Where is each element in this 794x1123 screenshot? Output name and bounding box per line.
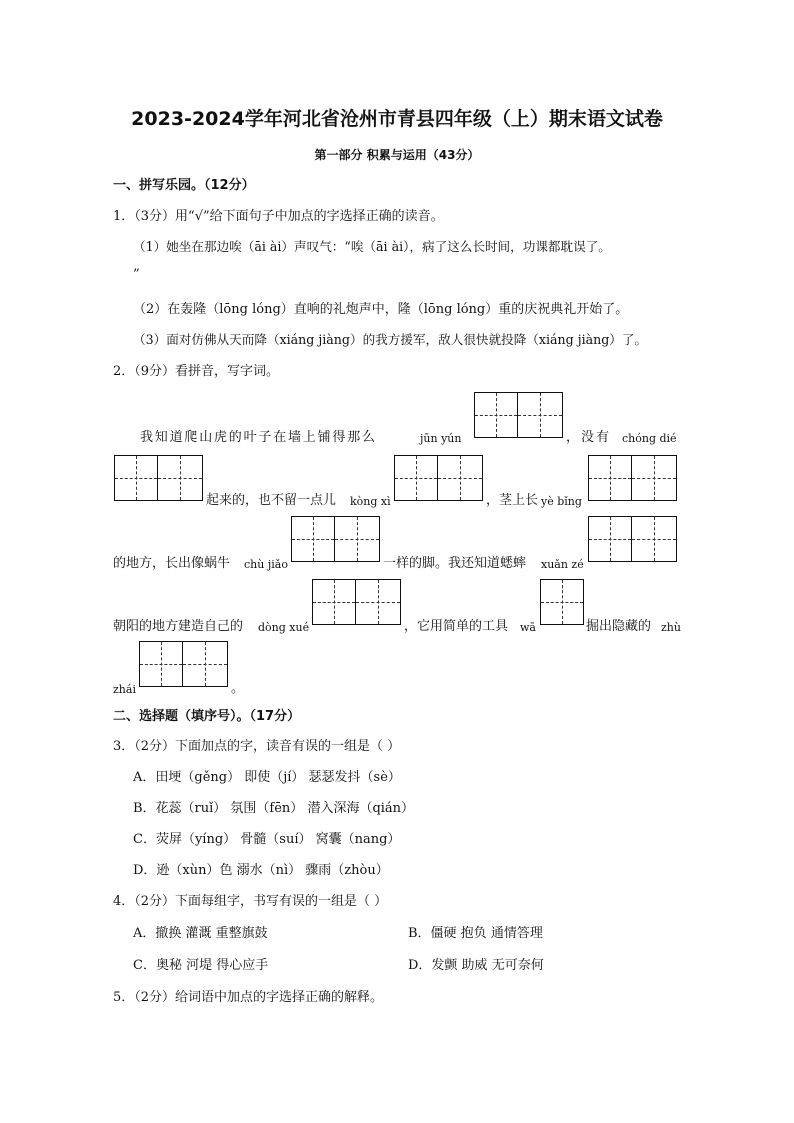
q2-pinyin-wa: wā (520, 621, 536, 634)
q1-stem: 1．（3分）用“√”给下面句子中加点的字选择正确的读音。 (113, 209, 444, 224)
q2-pinyin-kongxi: kòng xì (350, 495, 391, 508)
answer-grid-kongxi[interactable] (394, 455, 483, 501)
grid-cell[interactable] (632, 455, 677, 501)
q2-line5-end: 。 (231, 681, 245, 696)
q2-pinyin-zhai: zhái (113, 683, 136, 696)
q2-line3-text: 的地方，长出像蜗牛 (113, 556, 231, 571)
q2-line2-text: 起来的，也不留一点儿 (206, 493, 337, 508)
answer-grid-yebing[interactable] (588, 455, 677, 501)
q2-pinyin-zhu: zhù (661, 621, 681, 634)
q2-line1-text: 我知道爬山虎的叶子在墙上铺得那么 (140, 430, 377, 445)
q4-option-b: B．僵硬 抱负 通情答理 (408, 926, 543, 941)
grid-cell[interactable] (588, 455, 632, 501)
grid-cell[interactable] (158, 455, 203, 501)
exam-title: 2023-2024学年河北省沧州市青县四年级（上）期末语文试卷 (131, 108, 663, 130)
answer-grid-zhuzhai[interactable] (139, 641, 228, 687)
q5-stem: 5．（2分）给词语中加点的字选择正确的解释。 (113, 990, 384, 1005)
grid-cell[interactable] (139, 641, 183, 687)
q2-pinyin-dongxue: dòng xué (258, 621, 310, 634)
q2-line2-text2: ，茎上长 (486, 493, 539, 508)
q2-pinyin-chongdie: chóng dié (622, 432, 677, 445)
q3-option-d: D．逊（xùn）色 溺水（nì） 骤雨（zhòu） (133, 863, 389, 878)
q2-pinyin-junyun: jūn yún (420, 432, 462, 445)
answer-grid-dongxue[interactable] (312, 579, 401, 625)
q3-option-c: C．荧屏（yíng） 骨髓（suí） 窝囊（nang） (133, 832, 401, 847)
grid-cell[interactable] (114, 455, 158, 501)
answer-grid-xuanze[interactable] (588, 516, 677, 562)
q1-sentence-1: （1）她坐在那边唉（āi ài）声叹气：“唉（āi ài），病了这么长时间，功课都耽误了。 (133, 239, 611, 254)
section-1-heading: 一、拼写乐园。（12分） (113, 178, 255, 193)
grid-cell[interactable] (438, 455, 483, 501)
section-2-heading: 二、选择题（填序号）。（17分） (113, 709, 301, 724)
q1-sentence-2: （2）在轰隆（lōng lóng）直响的礼炮声中，隆（lōng lóng）重的庆祝典礼开始了。 (133, 302, 629, 317)
q4-option-d: D．发颤 助威 无可奈何 (408, 958, 544, 973)
q4-option-a: A．撤换 灌溉 重整旗鼓 (133, 926, 268, 941)
grid-cell[interactable] (540, 579, 584, 625)
q2-line4-text2: ，它用简单的工具 (404, 619, 509, 634)
grid-cell[interactable] (632, 516, 677, 562)
answer-grid-chujiao[interactable] (291, 516, 380, 562)
q2-line4-text3: 掘出隐藏的 (586, 619, 652, 634)
grid-cell[interactable] (183, 641, 228, 687)
q3-option-a: A．田埂（gěng） 即使（jí） 瑟瑟发抖（sè） (133, 770, 401, 785)
q3-stem: 3．（2分）下面加点的字，读音有误的一组是（ ） (113, 739, 401, 754)
grid-cell[interactable] (518, 392, 563, 438)
part-subtitle: 第一部分 积累与运用（43分） (314, 148, 480, 162)
grid-cell[interactable] (312, 579, 356, 625)
grid-cell[interactable] (588, 516, 632, 562)
answer-grid-chongdie[interactable] (114, 455, 203, 501)
q2-line1-after: ，没有 (566, 430, 612, 445)
q1-sentence-3: （3）面对仿佛从天而降（xiáng jiàng）的我方援军，敌人很快就投降（xiáng jiàng）了。 (133, 332, 648, 347)
q2-pinyin-yebing: yè bǐng (541, 495, 582, 508)
q2-pinyin-chujiao: chù jiǎo (244, 558, 288, 571)
q4-stem: 4．（2分）下面每组字，书写有误的一组是（ ） (113, 894, 388, 909)
q2-pinyin-xuanze: xuǎn zé (541, 558, 584, 571)
grid-cell[interactable] (394, 455, 438, 501)
answer-grid-wa[interactable] (540, 579, 584, 625)
q2-stem: 2．（9分）看拼音，写字词。 (113, 364, 280, 379)
grid-cell[interactable] (356, 579, 401, 625)
grid-cell[interactable] (335, 516, 380, 562)
grid-cell[interactable] (474, 392, 518, 438)
q2-line3-text2: 一样的脚。我还知道蟋蟀 (383, 556, 527, 571)
q1-sentence-1-end: ” (133, 267, 140, 282)
q2-line4-text: 朝阳的地方建造自己的 (113, 619, 244, 634)
answer-grid-junyun[interactable] (474, 392, 563, 438)
q4-option-c: C．奥秘 河堤 得心应手 (133, 958, 269, 973)
q3-option-b: B．花蕊（ruǐ） 氛围（fēn） 潜入深海（qián） (133, 801, 415, 816)
grid-cell[interactable] (291, 516, 335, 562)
